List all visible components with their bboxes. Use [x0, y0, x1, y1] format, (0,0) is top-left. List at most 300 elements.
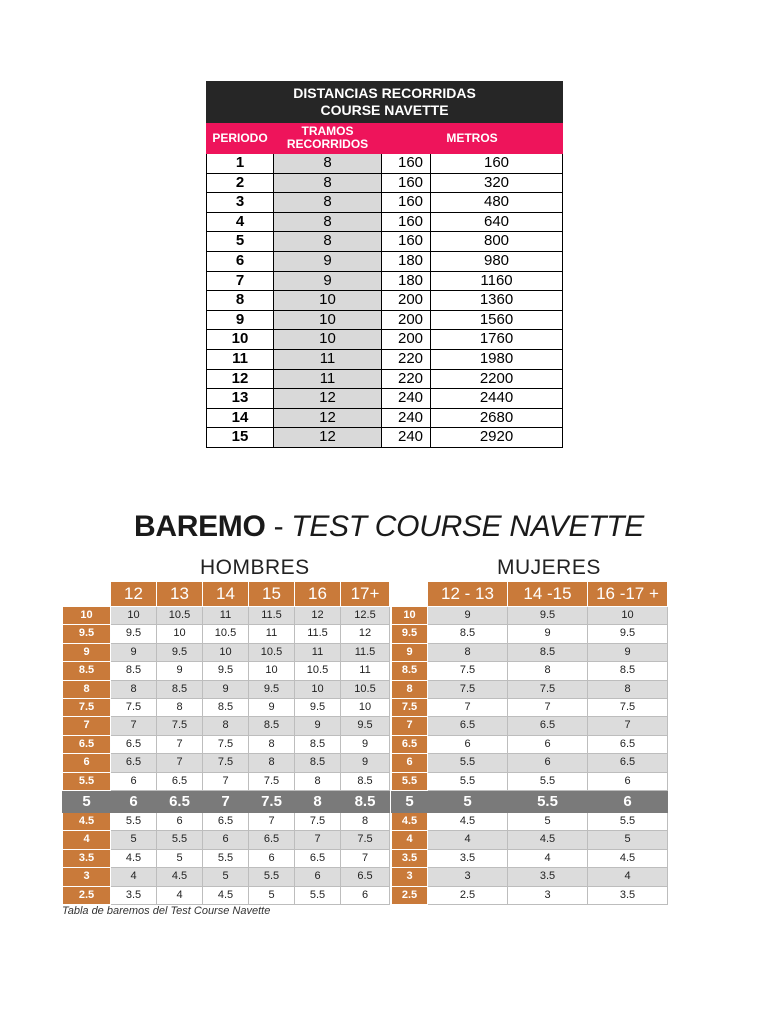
metros-total-cell: 980 [431, 251, 563, 271]
mujeres-grade-label: 8.5 [392, 662, 428, 680]
mujeres-value-cell: 10 [588, 607, 668, 625]
table-row [392, 772, 668, 790]
hombres-value-cell: 6.5 [111, 735, 157, 753]
hombres-age-header: 15 [249, 582, 295, 607]
hombres-label: HOMBRES [200, 556, 310, 579]
metros-total-cell: 1760 [431, 330, 563, 350]
mujeres-age-header: 12 - 13 [428, 582, 508, 607]
mujeres-value-cell: 9 [508, 625, 588, 643]
table-row [392, 831, 668, 849]
periodo-cell: 1 [207, 154, 274, 174]
hombres-value-cell: 8.5 [295, 735, 341, 753]
hombres-value-cell: 8.5 [203, 699, 249, 717]
mujeres-value-cell: 9.5 [508, 607, 588, 625]
hombres-age-header: 14 [203, 582, 249, 607]
header-metros: METROS [382, 123, 563, 154]
mujeres-grade-label: 2.5 [392, 886, 428, 904]
table-row [63, 607, 390, 625]
mujeres-value-cell: 8 [508, 662, 588, 680]
hombres-value-cell: 10 [203, 643, 249, 661]
metros-total-cell: 800 [431, 232, 563, 252]
mujeres-value-cell: 7.5 [588, 699, 668, 717]
hombres-age-header: 12 [111, 582, 157, 607]
mujeres-value-cell: 6 [428, 735, 508, 753]
table-row [207, 154, 563, 174]
table-row [392, 754, 668, 772]
mujeres-grade-label: 5 [392, 791, 428, 813]
hombres-age-header: 16 [295, 582, 341, 607]
mujeres-value-cell: 5.5 [428, 754, 508, 772]
hombres-grade-label: 8.5 [63, 662, 111, 680]
mujeres-value-cell: 6.5 [508, 717, 588, 735]
hombres-value-cell: 6 [249, 849, 295, 867]
table-row [63, 680, 390, 698]
mujeres-grade-label: 10 [392, 607, 428, 625]
tramos-cell: 8 [274, 212, 382, 232]
hombres-value-cell: 10.5 [157, 607, 203, 625]
periodo-cell: 5 [207, 232, 274, 252]
table-row [392, 607, 668, 625]
hombres-grade-label: 5 [63, 791, 111, 813]
hombres-value-cell: 5 [157, 849, 203, 867]
hombres-value-cell: 6.5 [203, 813, 249, 831]
table-row [207, 369, 563, 389]
mujeres-value-cell: 5.5 [428, 772, 508, 790]
caption: Tabla de baremos del Test Course Navette [62, 905, 271, 917]
hombres-value-cell: 8 [203, 717, 249, 735]
hombres-value-cell: 6.5 [249, 831, 295, 849]
hombres-grade-label: 4.5 [63, 813, 111, 831]
hombres-value-cell: 6.5 [157, 772, 203, 790]
mujeres-value-cell: 9 [428, 607, 508, 625]
hombres-value-cell: 5.5 [295, 886, 341, 904]
hombres-value-cell: 9.5 [111, 625, 157, 643]
metros-total-cell: 1980 [431, 349, 563, 369]
table-row [207, 291, 563, 311]
periodo-cell: 7 [207, 271, 274, 291]
mujeres-value-cell: 7 [508, 699, 588, 717]
mujeres-value-cell: 7 [588, 717, 668, 735]
table-row [392, 699, 668, 717]
hombres-value-cell: 6 [111, 791, 157, 813]
metros-tramo-cell: 160 [382, 212, 431, 232]
mujeres-value-cell: 4 [428, 831, 508, 849]
table-row [207, 173, 563, 193]
hombres-value-cell: 9.5 [341, 717, 390, 735]
hombres-value-cell: 6 [295, 868, 341, 886]
mujeres-grade-label: 6 [392, 754, 428, 772]
mujeres-grade-label: 6.5 [392, 735, 428, 753]
metros-tramo-cell: 160 [382, 154, 431, 174]
hombres-value-cell: 10 [157, 625, 203, 643]
hombres-value-cell: 5.5 [157, 831, 203, 849]
hombres-value-cell: 8 [341, 813, 390, 831]
hombres-value-cell: 9 [341, 754, 390, 772]
table-row [207, 408, 563, 428]
hombres-value-cell: 11 [249, 625, 295, 643]
mujeres-value-cell: 8.5 [428, 625, 508, 643]
hombres-grade-label: 6.5 [63, 735, 111, 753]
hombres-grade-label: 8 [63, 680, 111, 698]
hombres-value-cell: 11.5 [341, 643, 390, 661]
mujeres-value-cell: 8.5 [508, 643, 588, 661]
mujeres-value-cell: 5 [508, 813, 588, 831]
tramos-cell: 8 [274, 232, 382, 252]
hombres-value-cell: 6.5 [157, 791, 203, 813]
mujeres-value-cell: 9.5 [588, 625, 668, 643]
hombres-value-cell: 4.5 [111, 849, 157, 867]
mujeres-value-cell: 5 [428, 791, 508, 813]
mujeres-value-cell: 5 [588, 831, 668, 849]
hombres-value-cell: 7.5 [203, 754, 249, 772]
metros-total-cell: 480 [431, 193, 563, 213]
mujeres-grade-label: 8 [392, 680, 428, 698]
mujeres-label: MUJERES [497, 556, 601, 579]
table-row [207, 428, 563, 448]
header-periodo: PERIODO [207, 123, 274, 154]
mujeres-grade-label: 7.5 [392, 699, 428, 717]
hombres-value-cell: 7.5 [249, 791, 295, 813]
table-row [207, 251, 563, 271]
distancias-table [206, 81, 563, 448]
mujeres-value-cell: 4.5 [428, 813, 508, 831]
table-row [207, 232, 563, 252]
mujeres-value-cell: 6 [508, 735, 588, 753]
mujeres-value-cell: 6.5 [428, 717, 508, 735]
mujeres-value-cell: 7.5 [428, 680, 508, 698]
mujeres-corner [392, 582, 428, 607]
table-row [207, 349, 563, 369]
baremo-title [134, 510, 644, 544]
hombres-grade-label: 6 [63, 754, 111, 772]
hombres-value-cell: 8.5 [249, 717, 295, 735]
mujeres-grade-label: 4.5 [392, 813, 428, 831]
hombres-value-cell: 4 [157, 886, 203, 904]
hombres-value-cell: 11.5 [295, 625, 341, 643]
hombres-value-cell: 8 [157, 699, 203, 717]
hombres-table [62, 581, 390, 905]
hombres-value-cell: 12.5 [341, 607, 390, 625]
hombres-value-cell: 7.5 [203, 735, 249, 753]
hombres-value-cell: 8.5 [341, 791, 390, 813]
baremo-title-dash: - [265, 510, 292, 543]
mujeres-value-cell: 5.5 [508, 791, 588, 813]
table-row [63, 662, 390, 680]
tramos-cell: 8 [274, 193, 382, 213]
hombres-value-cell: 8.5 [157, 680, 203, 698]
hombres-grade-label: 4 [63, 831, 111, 849]
table-row [392, 813, 668, 831]
table-row [63, 831, 390, 849]
mujeres-value-cell: 8 [428, 643, 508, 661]
periodo-cell: 6 [207, 251, 274, 271]
hombres-value-cell: 9 [203, 680, 249, 698]
hombres-value-cell: 5.5 [203, 849, 249, 867]
mujeres-value-cell: 5.5 [588, 813, 668, 831]
metros-tramo-cell: 180 [382, 251, 431, 271]
tramos-cell: 9 [274, 271, 382, 291]
hombres-value-cell: 9 [111, 643, 157, 661]
hombres-grade-label: 2.5 [63, 886, 111, 904]
mujeres-value-cell: 6 [588, 772, 668, 790]
metros-tramo-cell: 200 [382, 291, 431, 311]
hombres-value-cell: 8 [111, 680, 157, 698]
mujeres-grade-label: 3 [392, 868, 428, 886]
metros-total-cell: 2200 [431, 369, 563, 389]
hombres-value-cell: 8.5 [111, 662, 157, 680]
table-row [63, 791, 390, 813]
table-row [392, 662, 668, 680]
tramos-cell: 10 [274, 330, 382, 350]
metros-tramo-cell: 240 [382, 428, 431, 448]
hombres-header-row [63, 582, 390, 607]
hombres-grade-label: 7 [63, 717, 111, 735]
hombres-value-cell: 11.5 [249, 607, 295, 625]
distancias-title [207, 82, 563, 123]
hombres-value-cell: 8.5 [341, 772, 390, 790]
hombres-value-cell: 4.5 [157, 868, 203, 886]
table-row [63, 643, 390, 661]
mujeres-grade-label: 7 [392, 717, 428, 735]
metros-total-cell: 160 [431, 154, 563, 174]
hombres-value-cell: 3.5 [111, 886, 157, 904]
hombres-value-cell: 8 [249, 735, 295, 753]
metros-tramo-cell: 160 [382, 173, 431, 193]
hombres-grade-label: 5.5 [63, 772, 111, 790]
tramos-cell: 10 [274, 291, 382, 311]
hombres-value-cell: 9 [295, 717, 341, 735]
mujeres-value-cell: 6.5 [588, 735, 668, 753]
baremo-title-italic: TEST COURSE NAVETTE [291, 510, 644, 543]
metros-tramo-cell: 160 [382, 193, 431, 213]
hombres-value-cell: 6.5 [111, 754, 157, 772]
hombres-value-cell: 5 [203, 868, 249, 886]
table-row [207, 193, 563, 213]
table-row [207, 330, 563, 350]
hombres-value-cell: 7 [157, 735, 203, 753]
hombres-value-cell: 9.5 [295, 699, 341, 717]
mujeres-value-cell: 7 [428, 699, 508, 717]
hombres-value-cell: 9.5 [157, 643, 203, 661]
periodo-cell: 9 [207, 310, 274, 330]
distancias-title-line1: DISTANCIAS RECORRIDAS [293, 85, 476, 101]
hombres-value-cell: 12 [341, 625, 390, 643]
periodo-cell: 11 [207, 349, 274, 369]
table-row [207, 271, 563, 291]
tramos-cell: 8 [274, 154, 382, 174]
periodo-cell: 4 [207, 212, 274, 232]
hombres-value-cell: 8 [249, 754, 295, 772]
metros-tramo-cell: 240 [382, 389, 431, 409]
hombres-value-cell: 8 [295, 772, 341, 790]
hombres-age-header: 17+ [341, 582, 390, 607]
hombres-grade-label: 3.5 [63, 849, 111, 867]
periodo-cell: 8 [207, 291, 274, 311]
metros-tramo-cell: 200 [382, 310, 431, 330]
hombres-value-cell: 5.5 [111, 813, 157, 831]
hombres-value-cell: 9 [341, 735, 390, 753]
mujeres-value-cell: 6.5 [588, 754, 668, 772]
hombres-grade-label: 9 [63, 643, 111, 661]
mujeres-value-cell: 7.5 [508, 680, 588, 698]
tramos-cell: 11 [274, 349, 382, 369]
metros-tramo-cell: 180 [382, 271, 431, 291]
mujeres-value-cell: 3.5 [428, 849, 508, 867]
table-row [63, 699, 390, 717]
metros-total-cell: 2680 [431, 408, 563, 428]
table-row [63, 735, 390, 753]
hombres-value-cell: 7 [203, 791, 249, 813]
hombres-value-cell: 7 [157, 754, 203, 772]
mujeres-value-cell: 8.5 [588, 662, 668, 680]
hombres-value-cell: 10 [295, 680, 341, 698]
mujeres-value-cell: 4 [508, 849, 588, 867]
hombres-value-cell: 7 [249, 813, 295, 831]
table-row [63, 754, 390, 772]
metros-tramo-cell: 220 [382, 369, 431, 389]
metros-total-cell: 640 [431, 212, 563, 232]
mujeres-age-header: 16 -17 + [588, 582, 668, 607]
metros-total-cell: 1160 [431, 271, 563, 291]
periodo-cell: 10 [207, 330, 274, 350]
hombres-value-cell: 6 [111, 772, 157, 790]
table-row [63, 813, 390, 831]
periodo-cell: 12 [207, 369, 274, 389]
mujeres-value-cell: 3.5 [508, 868, 588, 886]
metros-tramo-cell: 160 [382, 232, 431, 252]
hombres-grade-label: 9.5 [63, 625, 111, 643]
hombres-value-cell: 10.5 [249, 643, 295, 661]
mujeres-value-cell: 4 [588, 868, 668, 886]
tramos-cell: 8 [274, 173, 382, 193]
mujeres-value-cell: 4.5 [508, 831, 588, 849]
mujeres-value-cell: 6 [588, 791, 668, 813]
hombres-value-cell: 5 [111, 831, 157, 849]
hombres-value-cell: 10.5 [341, 680, 390, 698]
table-row [392, 717, 668, 735]
hombres-value-cell: 9 [157, 662, 203, 680]
mujeres-age-header: 14 -15 [508, 582, 588, 607]
hombres-value-cell: 7 [203, 772, 249, 790]
distancias-title-line2: COURSE NAVETTE [320, 102, 449, 118]
table-row [63, 868, 390, 886]
hombres-value-cell: 7.5 [341, 831, 390, 849]
mujeres-grade-label: 9 [392, 643, 428, 661]
hombres-value-cell: 7.5 [249, 772, 295, 790]
hombres-grade-label: 3 [63, 868, 111, 886]
mujeres-value-cell: 9 [588, 643, 668, 661]
table-row [392, 849, 668, 867]
mujeres-value-cell: 7.5 [428, 662, 508, 680]
mujeres-value-cell: 4.5 [588, 849, 668, 867]
hombres-value-cell: 10 [111, 607, 157, 625]
hombres-value-cell: 4.5 [203, 886, 249, 904]
table-row [207, 212, 563, 232]
mujeres-grade-label: 4 [392, 831, 428, 849]
metros-total-cell: 1560 [431, 310, 563, 330]
hombres-value-cell: 9 [249, 699, 295, 717]
hombres-value-cell: 8.5 [295, 754, 341, 772]
tramos-cell: 10 [274, 310, 382, 330]
hombres-value-cell: 8 [295, 791, 341, 813]
mujeres-grade-label: 3.5 [392, 849, 428, 867]
table-row [392, 643, 668, 661]
mujeres-value-cell: 3 [508, 886, 588, 904]
table-row [392, 791, 668, 813]
hombres-grade-label: 7.5 [63, 699, 111, 717]
hombres-value-cell: 7.5 [111, 699, 157, 717]
hombres-value-cell: 10 [341, 699, 390, 717]
tramos-cell: 12 [274, 428, 382, 448]
hombres-corner [63, 582, 111, 607]
hombres-value-cell: 9.5 [203, 662, 249, 680]
table-row [207, 310, 563, 330]
table-row [63, 772, 390, 790]
hombres-value-cell: 7.5 [295, 813, 341, 831]
periodo-cell: 2 [207, 173, 274, 193]
hombres-age-header: 13 [157, 582, 203, 607]
hombres-value-cell: 11 [295, 643, 341, 661]
header-tramos: TRAMOS RECORRIDOS [274, 123, 382, 154]
hombres-value-cell: 5 [249, 886, 295, 904]
mujeres-grade-label: 5.5 [392, 772, 428, 790]
mujeres-table [391, 581, 668, 905]
metros-tramo-cell: 220 [382, 349, 431, 369]
table-row [63, 886, 390, 904]
hombres-value-cell: 7 [111, 717, 157, 735]
tramos-cell: 12 [274, 389, 382, 409]
hombres-value-cell: 10 [249, 662, 295, 680]
hombres-value-cell: 9.5 [249, 680, 295, 698]
metros-total-cell: 2440 [431, 389, 563, 409]
periodo-cell: 3 [207, 193, 274, 213]
hombres-value-cell: 7 [295, 831, 341, 849]
metros-total-cell: 2920 [431, 428, 563, 448]
hombres-value-cell: 6 [341, 886, 390, 904]
tramos-cell: 11 [274, 369, 382, 389]
tramos-cell: 9 [274, 251, 382, 271]
periodo-cell: 13 [207, 389, 274, 409]
hombres-value-cell: 6.5 [295, 849, 341, 867]
hombres-value-cell: 11 [341, 662, 390, 680]
hombres-value-cell: 6.5 [341, 868, 390, 886]
mujeres-value-cell: 3.5 [588, 886, 668, 904]
table-row [63, 717, 390, 735]
metros-tramo-cell: 200 [382, 330, 431, 350]
mujeres-value-cell: 5.5 [508, 772, 588, 790]
mujeres-value-cell: 8 [588, 680, 668, 698]
table-row [63, 625, 390, 643]
hombres-value-cell: 6 [157, 813, 203, 831]
hombres-value-cell: 12 [295, 607, 341, 625]
table-row [207, 389, 563, 409]
table-row [63, 849, 390, 867]
hombres-value-cell: 11 [203, 607, 249, 625]
tramos-cell: 12 [274, 408, 382, 428]
baremo-title-bold: BAREMO [134, 510, 266, 543]
hombres-value-cell: 6 [203, 831, 249, 849]
hombres-value-cell: 4 [111, 868, 157, 886]
hombres-value-cell: 10.5 [203, 625, 249, 643]
mujeres-header-row [392, 582, 668, 607]
table-row [392, 625, 668, 643]
mujeres-grade-label: 9.5 [392, 625, 428, 643]
table-row [392, 735, 668, 753]
metros-total-cell: 1360 [431, 291, 563, 311]
periodo-cell: 14 [207, 408, 274, 428]
table-row [392, 868, 668, 886]
hombres-value-cell: 7.5 [157, 717, 203, 735]
